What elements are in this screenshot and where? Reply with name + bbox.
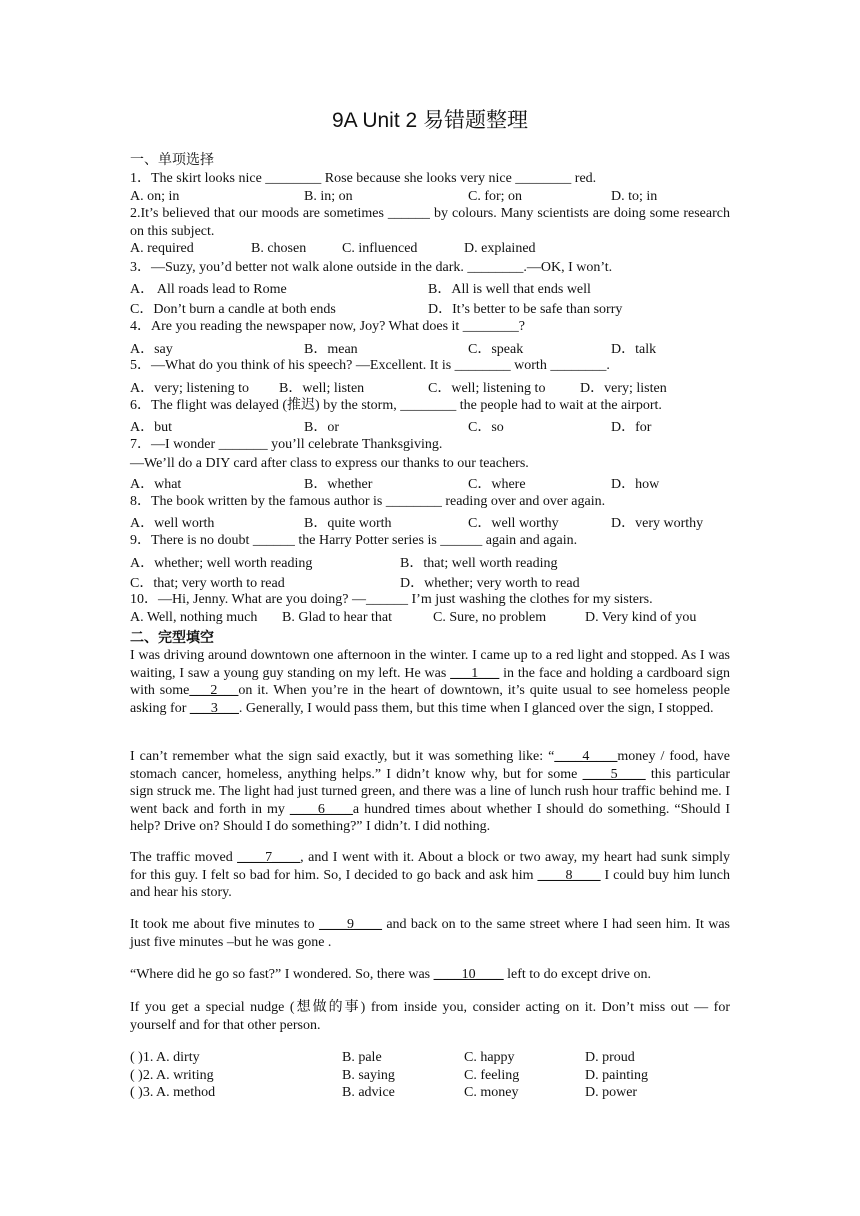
section-heading-single-choice: 一、单项选择 (130, 153, 214, 168)
cloze-blank: ___3___ (189, 700, 239, 716)
answer-option-c[interactable]: C. happy (464, 1050, 515, 1065)
cloze-blank: ____6____ (289, 801, 353, 817)
question-options (130, 338, 730, 356)
option-a[interactable]: A. required (130, 241, 194, 256)
question-options (130, 416, 730, 434)
passage-text: this particular sign struck me. The light had just turned green, and there was a line of lunch rush hour traffic behind me. I went back and forth in my (130, 766, 730, 817)
passage-paragraph-2 (130, 748, 730, 836)
answer-option-c[interactable]: C. money (464, 1085, 519, 1100)
answer-number-and-option-a[interactable]: ( )1. A. dirty (130, 1050, 200, 1065)
option-d[interactable]: D．very; listen (580, 381, 667, 396)
option-c[interactable]: C．speak (468, 342, 524, 357)
option-d[interactable]: D．how (611, 477, 660, 492)
option-b[interactable]: B．whether (304, 477, 373, 492)
question-stem-continued: —We’ll do a DIY card after class to express our thanks to our teachers. (130, 456, 529, 471)
passage-text: If you get a special nudge (想做的事) from inside you, consider acting on it. Don’t miss out — for yourself and for that other person. (130, 1000, 730, 1033)
option-c[interactable]: C．well worthy (468, 516, 559, 531)
question-options (130, 610, 730, 628)
passage-paragraph-4 (130, 916, 730, 951)
passage-paragraph-1 (130, 647, 730, 717)
page-title: 9A Unit 2 易错题整理 (331, 109, 529, 132)
question-options (130, 552, 730, 570)
option-b[interactable]: B. in; on (304, 189, 353, 204)
passage-text: I can’t remember what the sign said exactly, but it was something like: “ (130, 749, 555, 764)
question-stem: 8．The book written by the famous author is ________ reading over and over again. (130, 494, 606, 509)
question-options (130, 512, 730, 530)
option-a[interactable]: A. Well, nothing much (130, 610, 258, 625)
passage-text: in the face and holding a cardboard sign with some (130, 665, 730, 699)
passage-text: It took me about five minutes to (130, 917, 319, 932)
passage-paragraph-3 (130, 849, 730, 902)
section-heading-cloze: 二、完型填空 (130, 631, 214, 646)
passage-text: I could buy him lunch and hear his story. (130, 867, 730, 901)
passage-text: money / food, have stomach cancer, homeless, anything helps.” I didn’t know why, but for some (130, 749, 730, 782)
option-c[interactable]: C. influenced (342, 241, 418, 256)
option-a[interactable]: A．what (130, 477, 182, 492)
option-c[interactable]: C. for; on (468, 189, 523, 204)
question-stem: 3．—Suzy, you’d better not walk alone outside in the dark. ________.—OK, I won’t. (130, 260, 613, 275)
question-stem: 1．The skirt looks nice ________ Rose because she looks very nice ________ red. (130, 171, 597, 186)
question-stem: 7．—I wonder _______ you’ll celebrate Thanksgiving. (130, 437, 443, 452)
passage-paragraph-6 (130, 999, 730, 1034)
option-d[interactable]: D．very worthy (611, 516, 704, 531)
passage-text: on it. When you’re in the heart of downtown, it’s quite usual to see homeless people asking for (130, 683, 730, 716)
option-b[interactable]: B．that; well worth reading (400, 556, 558, 571)
option-a[interactable]: A. on; in (130, 189, 180, 204)
question-options (130, 377, 730, 395)
option-d[interactable]: D. Very kind of you (585, 610, 697, 625)
option-c[interactable]: C. Sure, no problem (433, 610, 547, 625)
passage-paragraph-5 (130, 966, 730, 984)
answer-number-and-option-a[interactable]: ( )3. A. method (130, 1085, 216, 1100)
cloze-blank: ____8____ (537, 867, 601, 883)
option-d[interactable]: D．whether; very worth to read (400, 576, 580, 591)
option-b[interactable]: B．quite worth (304, 516, 392, 531)
question-stem: 2.It’s believed that our moods are sometimes ______ by colours. Many scientists are doing some research on this subject. (130, 206, 730, 239)
question-stem: 9．There is no doubt ______ the Harry Potter series is ______ again and again. (130, 533, 578, 548)
option-a[interactable]: A．say (130, 342, 173, 357)
answer-row (130, 1050, 730, 1067)
option-d[interactable]: D．for (611, 420, 652, 435)
cloze-blank: ____7____ (237, 850, 301, 865)
passage-text: The traffic moved (130, 850, 238, 865)
passage-text: “Where did he go so fast?” I wondered. So, there was (130, 967, 434, 982)
passage-text: . Generally, I would pass them, but this time when I glanced over the sign, I stopped. (238, 700, 714, 716)
option-a[interactable]: A． All roads lead to Rome (130, 282, 287, 297)
cloze-blank: ___1___ (450, 665, 500, 681)
option-b[interactable]: B. Glad to hear that (282, 610, 393, 625)
option-b[interactable]: B．or (304, 420, 339, 435)
answer-number-and-option-a[interactable]: ( )2. A. writing (130, 1068, 214, 1083)
question-options (130, 241, 730, 259)
option-a[interactable]: A．whether; well worth reading (130, 556, 313, 571)
answer-option-d[interactable]: D. proud (585, 1050, 635, 1065)
passage-text: and back on to the same street where I had seen him. It was just five minutes –but he was gone . (130, 917, 730, 950)
option-d[interactable]: D．talk (611, 342, 657, 357)
question-stem: 5．—What do you think of his speech? —Excellent. It is ________ worth ________. (130, 358, 610, 373)
option-c[interactable]: C．Don’t burn a candle at both ends (130, 302, 336, 317)
question-stem: 10．—Hi, Jenny. What are you doing? —______ I’m just washing the clothes for my sisters. (130, 592, 653, 607)
question-options (130, 298, 730, 316)
answer-row (130, 1068, 730, 1085)
cloze-blank: ____5____ (582, 766, 646, 782)
option-a[interactable]: A．well worth (130, 516, 215, 531)
option-c[interactable]: C．where (468, 477, 526, 492)
passage-text: I was driving around downtown one afternoon in the winter. I came up to a red light and stopped. As I was waiting, I saw a young guy standing on my left. He was (130, 648, 730, 681)
option-b[interactable]: B．All is well that ends well (428, 282, 591, 297)
passage-text: left to do except drive on. (503, 967, 651, 982)
option-b[interactable]: B．well; listen (279, 381, 365, 396)
question-options (130, 278, 730, 296)
option-b[interactable]: B．mean (304, 342, 358, 357)
option-c[interactable]: C．well; listening to (428, 381, 546, 396)
passage-text: a hundred times about whether I should do something. “Should I help? Drive on? Should I do something?” I didn’t. I did nothing. (130, 801, 730, 835)
option-d[interactable]: D．It’s better to be safe than sorry (428, 302, 623, 317)
question-options (130, 473, 730, 491)
answer-row (130, 1085, 730, 1102)
question-stem: 6．The flight was delayed (推迟) by the storm, ________ the people had to wait at the airport. (130, 398, 662, 413)
passage-text: , and I went with it. About a block or two away, my heart had sunk simply for this guy. I felt so bad for him. So, I decided to go back and ask him (130, 850, 731, 883)
option-a[interactable]: A．very; listening to (130, 381, 249, 396)
option-b[interactable]: B. chosen (251, 241, 307, 256)
option-c[interactable]: C．that; very worth to read (130, 576, 285, 591)
answer-option-b[interactable]: B. saying (342, 1068, 395, 1083)
option-d[interactable]: D. to; in (611, 189, 658, 204)
answer-option-c[interactable]: C. feeling (464, 1068, 520, 1083)
answer-option-b[interactable]: B. advice (342, 1085, 395, 1100)
cloze-blank: ____10____ (433, 967, 504, 982)
cloze-blank: ___2___ (189, 683, 239, 699)
cloze-blank: ____9____ (319, 917, 382, 932)
option-c[interactable]: C．so (468, 420, 504, 435)
cloze-blank: ____4____ (554, 749, 618, 764)
answer-option-b[interactable]: B. pale (342, 1050, 382, 1065)
question-stem: 4．Are you reading the newspaper now, Joy? What does it ________? (130, 319, 526, 334)
option-a[interactable]: A．but (130, 420, 172, 435)
option-d[interactable]: D. explained (464, 241, 536, 256)
question-options (130, 572, 730, 590)
answer-option-d[interactable]: D. power (585, 1085, 638, 1100)
answer-option-d[interactable]: D. painting (585, 1068, 648, 1083)
